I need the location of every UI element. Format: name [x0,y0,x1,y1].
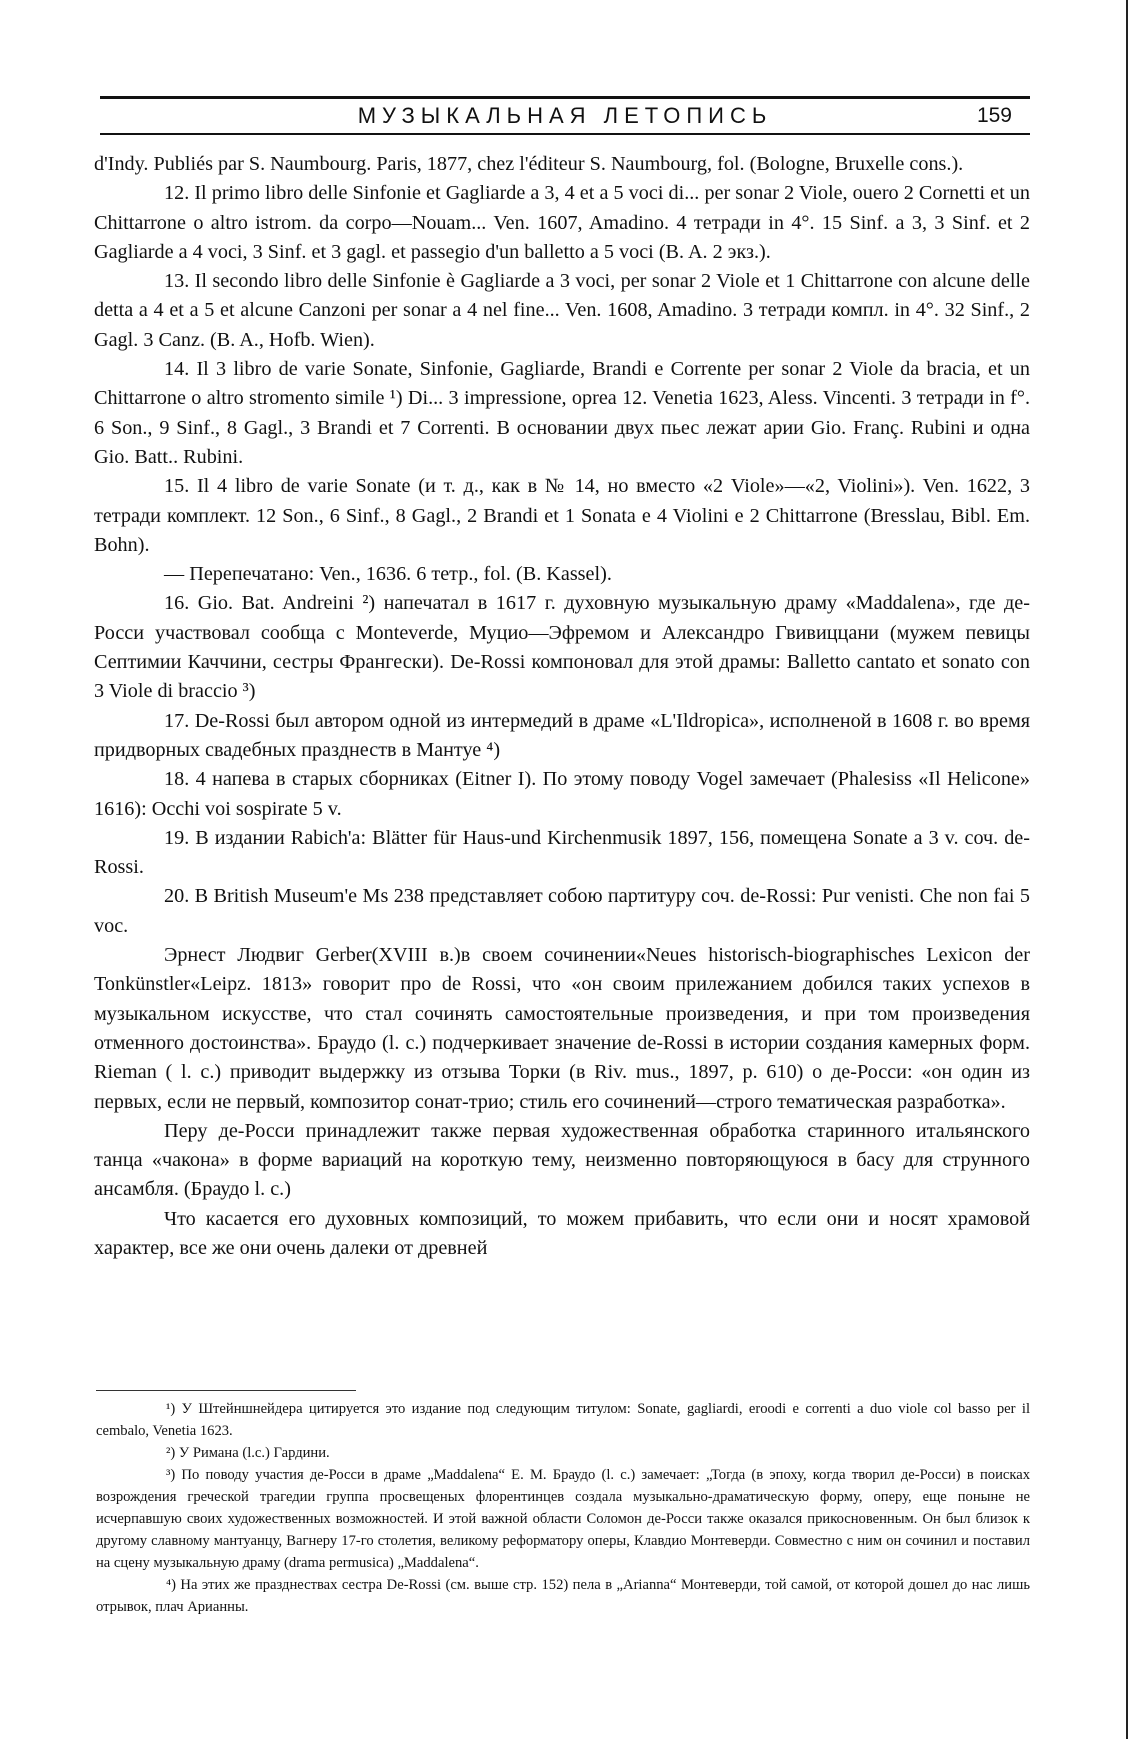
paragraph: 19. В издании Rabich'a: Blätter für Haus-und Kirchenmusik 1897, 156, помещена Sonate a 3 v. соч. de-Rossi. [94,826,1030,879]
page-number: 159 [976,104,1012,127]
paragraph: Перу де-Росси принадлежит также первая художественная обработка старинного итальянского танца «чакона» в форме вариаций на короткую тему, неизменно повторяющуюся в басу для струнного ансамбля. (Браудо l. c.) [94,1119,1030,1201]
footnote: ⁴) На этих же празднествах сестра De-Rossi (см. выше стр. 152) пела в „Arianna“ Монтеверди, той самой, от которой дошел до нас лишь отрывок, плач Арианны. [96,1577,1030,1615]
paragraph: 18. 4 напева в старых сборниках (Eitner I). По этому поводу Vogel замечает (Phalesiss «Il Helicone» 1616): Occhi voi sospirate 5 v. [94,768,1030,820]
paragraph: 15. Il 4 libro de varie Sonate (и т. д., как в № 14, но вместо «2 Viole»—«2, Violini»). Ven. 1622, 3 тетради комплект. 12 Son., 6 Sinf., 8 Gagl., 2 Brandi et 1 Sonata e 4 Violini e 2 Chittarrone (Bresslau, Bibl. Em. Bohn). [94,475,1030,556]
footnote-separator [96,1390,356,1391]
paragraph: 12. Il primo libro delle Sinfonie et Gagliarde a 3, 4 et a 5 voci di... per sonar 2 Viole, ouero 2 Cornetti et un Chittarrone o altro istrom. da corpo—Nouam... Ven. 1607, Amadino. 4 тетради in 4°. 15 Sinf. a 3, 3 Sinf. et 2 Gagliarde a 4 voci, 3 Sinf. et 3 gagl. et passegio d'un balletto a 5 voci (B. A. 2 экз.). [94,182,1030,263]
footnote: ²) У Римана (l.c.) Гардини. [166,1445,330,1461]
paragraph: Что касается его духовных композиций, то можем прибавить, что если они и носят храмовой характер, все же они очень далеки от древней [94,1207,1030,1259]
paragraph: 20. В British Museum'e Ms 238 представляет собою партитуру соч. de-Rossi: Pur venisti. Che non fai 5 voc. [94,885,1030,937]
paragraph: d'Indy. Publiés par S. Naumbourg. Paris, 1877, chez l'éditeur S. Naumbourg, fol. (Bologne, Bruxelle cons.). [94,153,964,175]
footnotes [96,1398,1030,1618]
paragraph: — Перепечатано: Ven., 1636. 6 тетр., fol. (B. Kassel). [164,563,612,586]
paragraph: Эрнест Людвиг Gerber(XVIII в.)в своем сочинении«Neues historisch-biographisches Lexicon der Tonkünstler«Leipz. 1813» говорит про de Rossi, что «он своим прилежанием добился таких успехов в музыкальном искусстве, что стал сочинять самостоятельные произведения, и при том произведения отменного достоинства». Браудо (l. c.) подчеркивает значение de-Rossi в истории создания камерных форм. Rieman ( l. c.) приводит выдержку из отзыва Торки (в Riv. mus., 1897, p. 610) о де-Росси: «он один из первых, если не первый, композитор сонат-трио; стиль его сочинений—строго тематическая разработка». [94,944,1030,1113]
footnote: ¹) У Штейншнейдера цитируется это издание под следующим титулом: Sonate, gagliardi, eroodi e correnti a duo viole col basso per il cembalo, Venetia 1623. [96,1401,1030,1439]
page-edge-line [1126,0,1128,1739]
running-title: МУЗЫКАЛЬНАЯ ЛЕТОПИСЬ [357,103,773,128]
paragraph: 17. De-Rossi был автором одной из интермедий в драме «L'Ildropica», исполненой в 1608 г. во время придворных свадебных празднеств в Мантуе ⁴) [94,709,1030,761]
paragraph: 14. Il 3 libro de varie Sonate, Sinfonie, Gagliarde, Brandi e Corrente per sonar 2 Viole da bracia, et un Chittarrone o altro stromento simile ¹) Di... 3 impressione, oprea 12. Venetia 1623, Aless. Vincenti. 3 тетради in f°. 6 Son., 9 Sinf., 8 Gagl., 3 Brandi et 7 Correnti. В основании двух пьес лежат арии Gio. Franç. Rubini и одна Gio. Batt.. Rubini. [94,358,1030,468]
main-text [94,150,1030,1263]
paragraph: 16. Gio. Bat. Andreini ²) напечатал в 1617 г. духовную музыкальную драму «Maddalena», где де-Росси участвовал сообща с Monteverde, Муцио—Эфремом и Александро Гвивиццани (мужем певицы Септимии Каччини, сестры Франгески). De-Rossi компоновал для этой драмы: Balletto cantato et sonato con 3 Viole di braccio ³) [94,592,1030,703]
footnote: ³) По поводу участия де-Росси в драме „Maddalena“ Е. М. Браудо (l. c.) замечает: „Тогда (в эпоху, когда творил де-Росси) в поисках возрождения греческой трагедии группа просвещеных флорентинцев создала музыкально-драматическую форму, оперу, еще поныне не исчерпавшую своих художественных возможностей. И этой важной области Соломон де-Росси также оказался прикосновенным. Он был близок к другому славному мантуанцу, Вагнеру 17-го столетия, великому реформатору оперы, Клавдио Монтеверди. Совместно с ним он сочинил и поставил на сцену музыкальную драму (drama permusica) „Maddalena“. [96,1467,1030,1571]
paragraph: 13. Il secondo libro delle Sinfonie è Gagliarde a 3 voci, per sonar 2 Viole et 1 Chittarrone con alcune delle detta a 4 et a 5 et alcune Canzoni per sonar a 4 nel fine... Ven. 1608, Amadino. 3 тетради компл. in 4°. 32 Sinf., 2 Gagl. 3 Canz. (B. A., Hofb. Wien). [94,270,1030,351]
running-header [100,96,1030,135]
